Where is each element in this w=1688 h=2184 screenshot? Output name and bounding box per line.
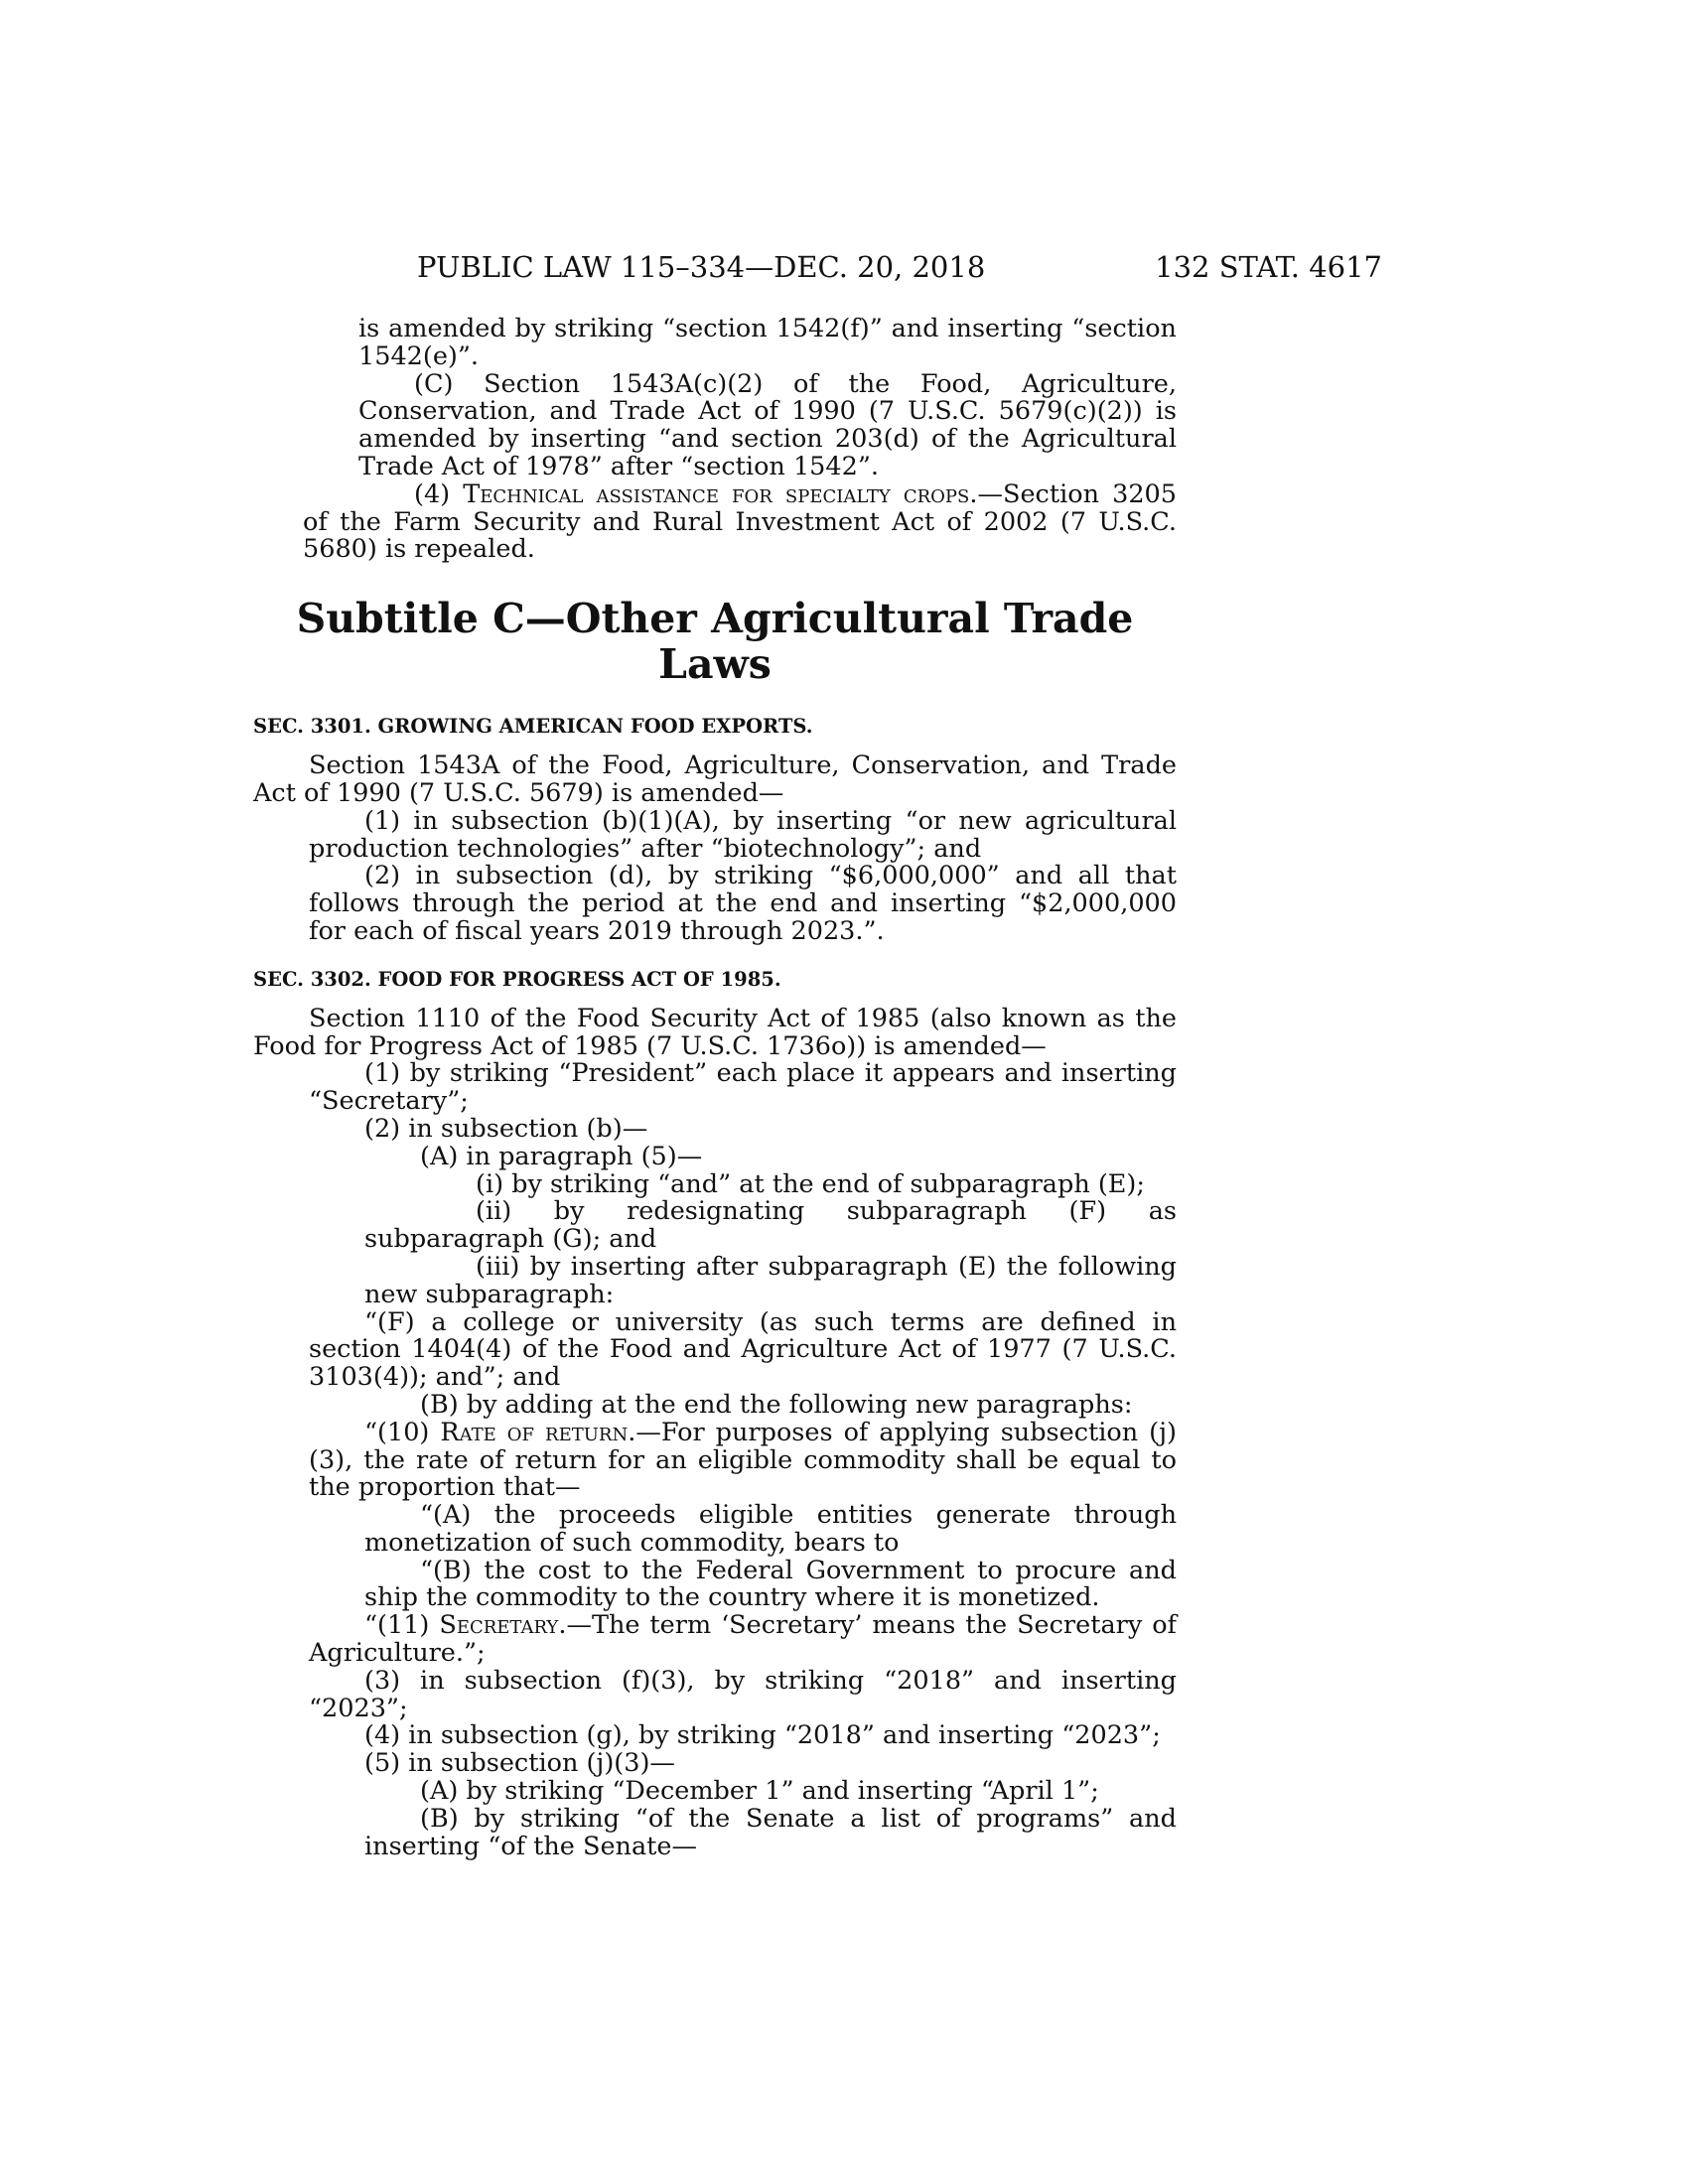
section-3302-item-2a: (A) in paragraph (5)— [420,1141,703,1171]
paragraph-4-heading: (4) Technical assistance for specialty crops. [414,478,978,509]
section-3301-item-2: (2) in subsection (d), by striking “$6,000,000” and all that follows through the period at the end and inserting “$2,000,000 for each of fiscal years 2019 through 2023.”. [309,861,1177,946]
section-3302-item-4: (4) in subsection (g), by striking “2018” and inserting “2023”; [364,1720,1161,1751]
section-3302-item-1: (1) by striking “President” each place it appears and inserting “Secretary”; [309,1058,1177,1117]
paragraph-10-text: —For purposes of applying subsection (j)(3), the rate of return for an eligible commodity shall be equal to the proportion that— [309,1417,1177,1503]
page-number-stat: 132 STAT. 4617 [1155,250,1382,284]
section-3302-heading: SEC. 3302. FOOD FOR PROGRESS ACT OF 1985. [253,967,781,991]
quoted-paragraph-10 [253,1417,1177,1503]
section-3301-heading: SEC. 3301. GROWING AMERICAN FOOD EXPORTS. [253,715,813,739]
quoted-paragraph-10-b: “(B) the cost to the Federal Government to procure and ship the commodity to the country where it is monetized. [364,1555,1177,1613]
subtitle-heading: Subtitle C—Other Agricultural Trade Laws [296,595,1134,689]
paragraph-4 [303,478,1177,565]
section-3302-intro: Section 1110 of the Food Security Act of 1985 (also known as the Food for Progress Act of 1985 (7 U.S.C. 1736o)) is amended— [253,1003,1177,1061]
quoted-paragraph-11 [253,1612,1177,1668]
section-3302-item-2b: (B) by adding at the end the following new paragraphs: [420,1389,1133,1420]
section-3302-item-3: (3) in subsection (f)(3), by striking “2018” and inserting “2023”; [309,1665,1177,1723]
paragraph-11-text: —The term ‘Secretary’ means the Secretary of Agriculture.”; [309,1610,1177,1669]
paragraph-10-heading: Rate of return. [440,1417,636,1447]
quoted-subparagraph-f: “(F) a college or university (as such terms are defined in section 1404(4) of the Food and Agriculture Act of 1977 (7 U.S.C. 3103(4)); and”; and [309,1306,1177,1393]
section-3302-item-5b: (B) by striking “of the Senate a list of programs” and inserting “of the Senate— [364,1803,1177,1861]
page-header [417,250,1382,290]
paragraph-11-number: “(11) [364,1610,440,1641]
section-3301-item-1: (1) in subsection (b)(1)(A), by inserting “or new agricultural production technologies” after “biotechnology”; and [309,805,1177,864]
running-head-law: PUBLIC LAW 115–334—DEC. 20, 2018 [417,250,986,284]
paragraph-10-number: “(10) [364,1417,441,1447]
document-body [253,314,1177,1861]
section-3302-item-2a-ii: (ii) by redesignating subparagraph (F) as subparagraph (G); and [364,1196,1177,1255]
section-3302-item-2a-iii: (iii) by inserting after subparagraph (E) the following new subparagraph: [364,1251,1177,1309]
paragraph-4-text: —Section 3205 of the Farm Security and Rural Investment Act of 2002 (7 U.S.C. 5680) is repealed. [303,478,1177,565]
section-3302-item-2: (2) in subsection (b)— [364,1113,648,1144]
paragraph-11-heading: Secretary. [439,1610,567,1641]
section-3302-item-5: (5) in subsection (j)(3)— [364,1748,675,1779]
section-3302-item-5a: (A) by striking “December 1” and inserting “April 1”; [420,1776,1099,1807]
paragraph-continued: is amended by striking “section 1542(f)” and inserting “section 1542(e)”. [358,314,1177,371]
quoted-paragraph-10-a: “(A) the proceeds eligible entities generate through monetization of such commodity, bears to [364,1500,1177,1558]
paragraph-c: (C) Section 1543A(c)(2) of the Food, Agriculture, Conservation, and Trade Act of 1990 (7 U.S.C. 5679(c)(2)) is amended by inserting “and section 203(d) of the Agricultural Trade Act of 1978” after “section 1542”. [358,368,1177,481]
section-3302-item-2a-i: (i) by striking “and” at the end of subparagraph (E); [476,1168,1145,1199]
section-3301-intro: Section 1543A of the Food, Agriculture, Conservation, and Trade Act of 1990 (7 U.S.C. 5679) is amended— [253,751,1177,808]
